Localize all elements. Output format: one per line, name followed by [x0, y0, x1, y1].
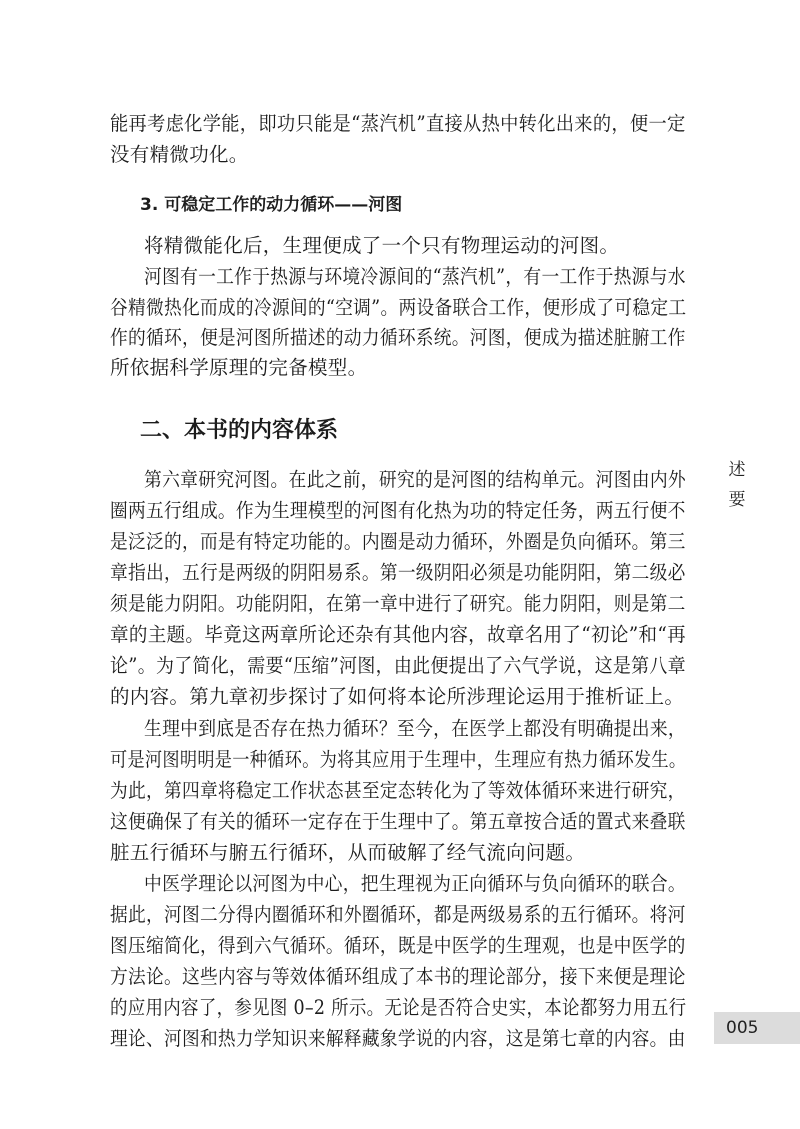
- side-label-char: 要: [728, 490, 746, 510]
- text-line: 须是能力阴阳。功能阴阳，在第一章中进行了研究。能力阴阳，则是第二: [110, 592, 686, 615]
- subheading: 3. 可稳定工作的动力循环——河图: [140, 195, 403, 215]
- text-line: 作的循环，便是河图所描述的动力循环系统。河图，便成为描述脏腑工作: [110, 326, 686, 349]
- text-line: 圈两五行组成。作为生理模型的河图有化热为功的特定任务，两五行便不: [110, 499, 686, 522]
- text-line: 河图有一工作于热源与环境冷源间的“蒸汽机”，有一工作于热源与水: [144, 265, 686, 288]
- text-line: 中医学理论以河图为中心，把生理视为正向循环与负向循环的联合。: [144, 872, 687, 895]
- text-line: 能再考虑化学能，即功只能是“蒸汽机”直接从热中转化出来的，便一定: [110, 112, 686, 135]
- text-line: 是泛泛的，而是有特定功能的。内圈是动力循环，外圈是负向循环。第三: [110, 530, 686, 553]
- text-line: 理论、河图和热力学知识来解释藏象学说的内容，这是第七章的内容。由: [110, 1027, 686, 1050]
- text-line: 图压缩简化，得到六气循环。循环，既是中医学的生理观，也是中医学的: [110, 934, 686, 957]
- text-line: 据此，河图二分得内圈循环和外圈循环，都是两级易系的五行循环。将河: [110, 903, 686, 926]
- text-line: 第六章研究河图。在此之前，研究的是河图的结构单元。河图由内外: [144, 468, 687, 491]
- text-line: 将精微能化后，生理便成了一个只有物理运动的河图。: [144, 234, 620, 257]
- text-line: 章指出，五行是两级的阴阳易系。第一级阴阳必须是功能阴阳，第二级必: [110, 561, 686, 584]
- side-section-label: [727, 455, 747, 515]
- text-line: 生理中到底是否存在热力循环？至今，在医学上都没有明确提出来，: [144, 717, 687, 740]
- section-heading: 二、本书的内容体系: [140, 418, 339, 443]
- text-line: 为此，第四章将稳定工作状态甚至定态转化为了等效体循环来进行研究，: [110, 779, 686, 802]
- text-line: 论”。为了简化，需要“压缩”河图，由此便提出了六气学说，这是第八章: [110, 654, 686, 677]
- text-line: 这便确保了有关的循环一定存在于生理中了。第五章按合适的置式来叠联: [110, 810, 686, 833]
- text-line: 脏五行循环与腑五行循环，从而破解了经气流向问题。: [110, 841, 586, 864]
- text-line: 的应用内容了，参见图 0–2 所示。无论是否符合史实，本论都努力用五行: [110, 996, 687, 1019]
- text-line: 方法论。这些内容与等效体循环组成了本书的理论部分，接下来便是理论: [110, 965, 686, 988]
- text-line: 谷精微热化而成的冷源间的“空调”。两设备联合工作，便形成了可稳定工: [110, 296, 687, 319]
- text-line: 可是河图明明是一种循环。为将其应用于生理中，生理应有热力循环发生。: [110, 748, 687, 771]
- text-line: 没有精微功化。: [110, 143, 249, 166]
- side-label-char: 述: [728, 460, 746, 480]
- text-line: 章的主题。毕竟这两章所论还杂有其他内容，故章名用了“初论”和“再: [110, 623, 687, 646]
- text-line: 的内容。第九章初步探讨了如何将本论所涉理论运用于推析证上。: [110, 685, 685, 708]
- page-number: 005: [714, 1012, 800, 1044]
- text-line: 所依据科学原理的完备模型。: [110, 356, 368, 379]
